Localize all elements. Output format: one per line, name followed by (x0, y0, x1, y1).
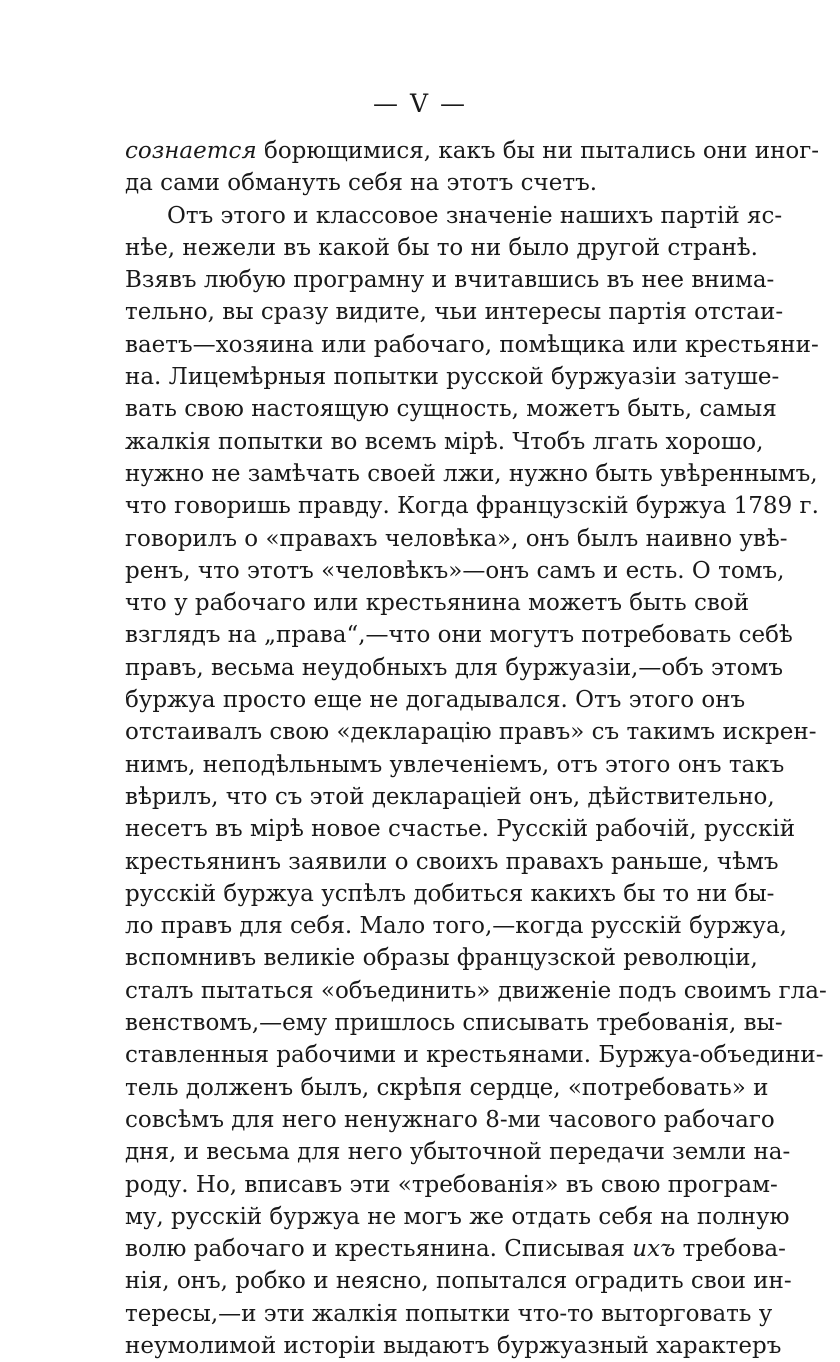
text-run: вѣрилъ, что съ этой декларацiей онъ, дѣйствительно, (125, 783, 775, 810)
text-run: совсѣмъ для него ненужнаго 8-ми часового рабочаго (125, 1106, 775, 1133)
text-run: несетъ въ мiрѣ новое счастье. Русскiй рабочiй, русскiй (125, 816, 796, 843)
text-line (125, 716, 817, 748)
text-run: тересы,—и эти жалкiя попытки что-то выторговать у (125, 1300, 773, 1327)
text-run: взглядъ на „права“,—что они могутъ потребовать себѣ (125, 622, 793, 649)
body-text (125, 135, 827, 1362)
text-run: роду. Но, вписавъ эти «требованiя» въ свою програм- (125, 1171, 778, 1198)
text-run: венствомъ,—ему пришлось списывать требованiя, вы- (125, 1010, 783, 1037)
text-run: нимъ, неподѣльнымъ увлеченiемъ, отъ этого онъ такъ (125, 751, 785, 778)
text-line (125, 652, 783, 684)
text-line (125, 523, 788, 555)
text-run: жалкiя попытки во всемъ мiрѣ. Чтобъ лгать хорошо, (125, 428, 764, 455)
text-line (125, 684, 746, 716)
text-run: неумолимой исторiи выдаютъ буржуазный характеръ (125, 1332, 782, 1359)
text-line (125, 361, 780, 393)
italic-text: сознается (125, 138, 257, 164)
text-run: нѣе, нежели въ какой бы то ни было другой странѣ. (125, 234, 758, 261)
text-line (125, 167, 716, 199)
text-run: ренъ, что этотъ «человѣкъ»—онъ самъ и есть. О томъ, (125, 557, 785, 584)
text-run: что у рабочаго или крестьянина можетъ быть свой (125, 590, 750, 617)
text-line (125, 264, 775, 296)
text-run: русскiй буржуа успѣлъ добиться какихъ бы то ни бы- (125, 880, 775, 907)
text-run: буржуа просто еще не догадывался. Отъ этого онъ (125, 687, 746, 714)
text-line (125, 846, 779, 878)
text-line (125, 1169, 778, 1201)
text-line (125, 135, 820, 167)
text-line (125, 1104, 775, 1136)
text-line (125, 1298, 773, 1330)
text-line (125, 942, 758, 974)
text-run: волю рабочаго и крестьянина. Списывая (125, 1236, 633, 1263)
text-run: да сами обмануть себя на этотъ счетъ. (125, 170, 598, 197)
text-line (125, 555, 785, 587)
text-line (125, 1330, 782, 1362)
text-run: тельно, вы сразу видите, чьи интересы партiя отстаи- (125, 299, 784, 326)
text-run: му, русскiй буржуа не могъ же отдать себя на полную (125, 1203, 790, 1230)
text-line (125, 619, 793, 651)
text-line (125, 1072, 769, 1104)
text-line (125, 878, 775, 910)
text-line (125, 587, 750, 619)
page-number: — V — (373, 89, 467, 118)
text-line (125, 1201, 790, 1233)
text-run: ло правъ для себя. Мало того,—когда русскiй буржуа, (125, 913, 787, 940)
text-line (125, 329, 819, 361)
text-run: борющимися, какъ бы ни пытались они иног- (256, 138, 820, 164)
text-line (125, 490, 819, 522)
italic-text: ихъ (632, 1236, 676, 1263)
text-line (125, 1233, 786, 1265)
text-run: Отъ этого и классовое значенiе нашихъ партiй яс- (167, 202, 783, 229)
text-run: на. Лицемѣрныя попытки русской буржуазiи затуше- (125, 364, 780, 391)
text-run: тель долженъ былъ, скрѣпя сердце, «потребовать» и (125, 1074, 769, 1101)
text-line (125, 458, 818, 490)
text-run: ставленныя рабочими и крестьянами. Буржуа-объедини- (125, 1042, 824, 1069)
text-run: правъ, весьма неудобныхъ для буржуазiи,—объ этомъ (125, 654, 783, 681)
text-run: что говоришь правду. Когда французскiй буржуа 1789 г. (125, 493, 819, 520)
text-line (125, 393, 777, 425)
text-line (125, 200, 783, 232)
text-line (125, 910, 787, 942)
text-line (125, 749, 785, 781)
text-run: нiя, онъ, робко и неясно, попытался оградить свои ин- (125, 1268, 792, 1295)
text-run: говорилъ о «правахъ человѣка», онъ былъ наивно увѣ- (125, 525, 788, 552)
text-line (125, 975, 827, 1007)
text-run: вать свою настоящую сущность, можетъ быть, самыя (125, 396, 777, 423)
text-line (125, 296, 784, 328)
text-run: нужно не замѣчать своей лжи, нужно быть увѣреннымъ, (125, 460, 818, 487)
text-line (125, 232, 758, 264)
text-line (125, 1039, 824, 1071)
text-line (125, 813, 796, 845)
text-run: требова- (675, 1236, 786, 1263)
text-run: крестьянинъ заявили о своихъ правахъ раньше, чѣмъ (125, 848, 779, 875)
text-line (125, 1136, 791, 1168)
text-line (125, 426, 764, 458)
text-run: вспомнивъ великiе образы французской революцiи, (125, 945, 758, 972)
text-run: Взявъ любую програмну и вчитавшись въ нее внима- (125, 267, 775, 294)
text-run: отстаивалъ свою «декларацiю правъ» съ такимъ искрен- (125, 719, 817, 746)
text-line (125, 781, 775, 813)
text-run: ваетъ—хозяина или рабочаго, помѣщика или крестьяни- (125, 331, 819, 358)
text-run: дня, и весьма для него убыточной передачи земли на- (125, 1139, 791, 1166)
text-line (125, 1007, 783, 1039)
text-line (125, 1265, 792, 1297)
text-run: сталъ пытаться «объединить» движенiе подъ своимъ гла- (125, 977, 827, 1004)
